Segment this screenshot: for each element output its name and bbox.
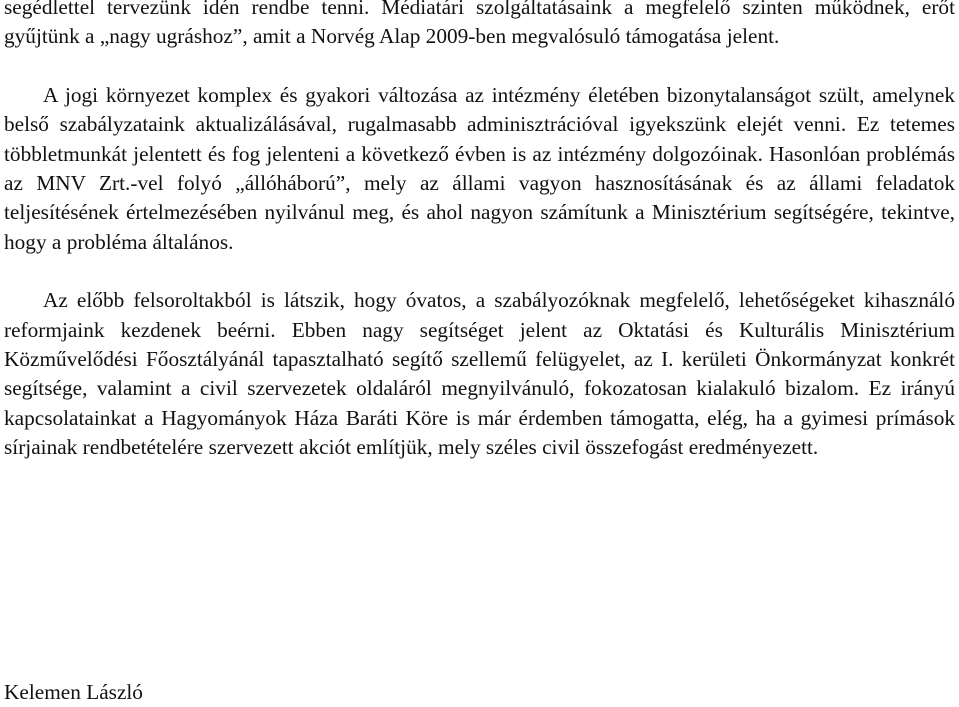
document-body <box>4 0 955 463</box>
paragraph-reforms: Az előbb felsoroltakból is látszik, hogy óvatos, a szabályozóknak megfelelő, lehetőségeket kihasználó reformjaink kezdenek beérni. Ebben nagy segítséget jelent az Oktatási és Kulturális Minisztérium Közművelődési Főosztályánál tapasztalható segítő szellemű felügyelet, az I. kerületi Önkormányzat konkrét segítsége, valamint a civil szervezetek oldaláról megnyilvánuló, fokozatosan kialakuló bizalom. Ez irányú kapcsolatainkat a Hagyományok Háza Baráti Köre is már érdemben támogatta, elég, ha a gyimesi prímások sírjainak rendbetételére szervezett akciót említjük, mely széles civil összefogást eredményezett. <box>4 288 955 460</box>
signature-name: Kelemen László <box>4 680 143 704</box>
paragraph-legal-environment: A jogi környezet komplex és gyakori változása az intézmény életében bizonytalanságot szült, amelynek belső szabályzataink aktualizálásával, rugalmasabb adminisztrációval igyekszünk elejét venni. Ez tetemes többletmunkát jelentett és fog jelenteni a következő évben is az intézmény dolgozóinak. Hasonlóan problémás az MNV Zrt.-vel folyó „állóháború”, mely az állami vagyon hasznosításának és az állami feladatok teljesítésének értelmezésében nyilvánul meg, és ahol nagyon számítunk a Minisztérium segítségére, tekintve, hogy a probléma általános. <box>4 82 955 254</box>
paragraph-continuation: segédlettel tervezünk idén rendbe tenni. Médiatári szolgáltatásaink a megfelelő szinten működnek, erőt gyűjtünk a „nagy ugráshoz”, amit a Norvég Alap 2009-ben megvalósuló támogatása jelent. <box>4 0 955 49</box>
